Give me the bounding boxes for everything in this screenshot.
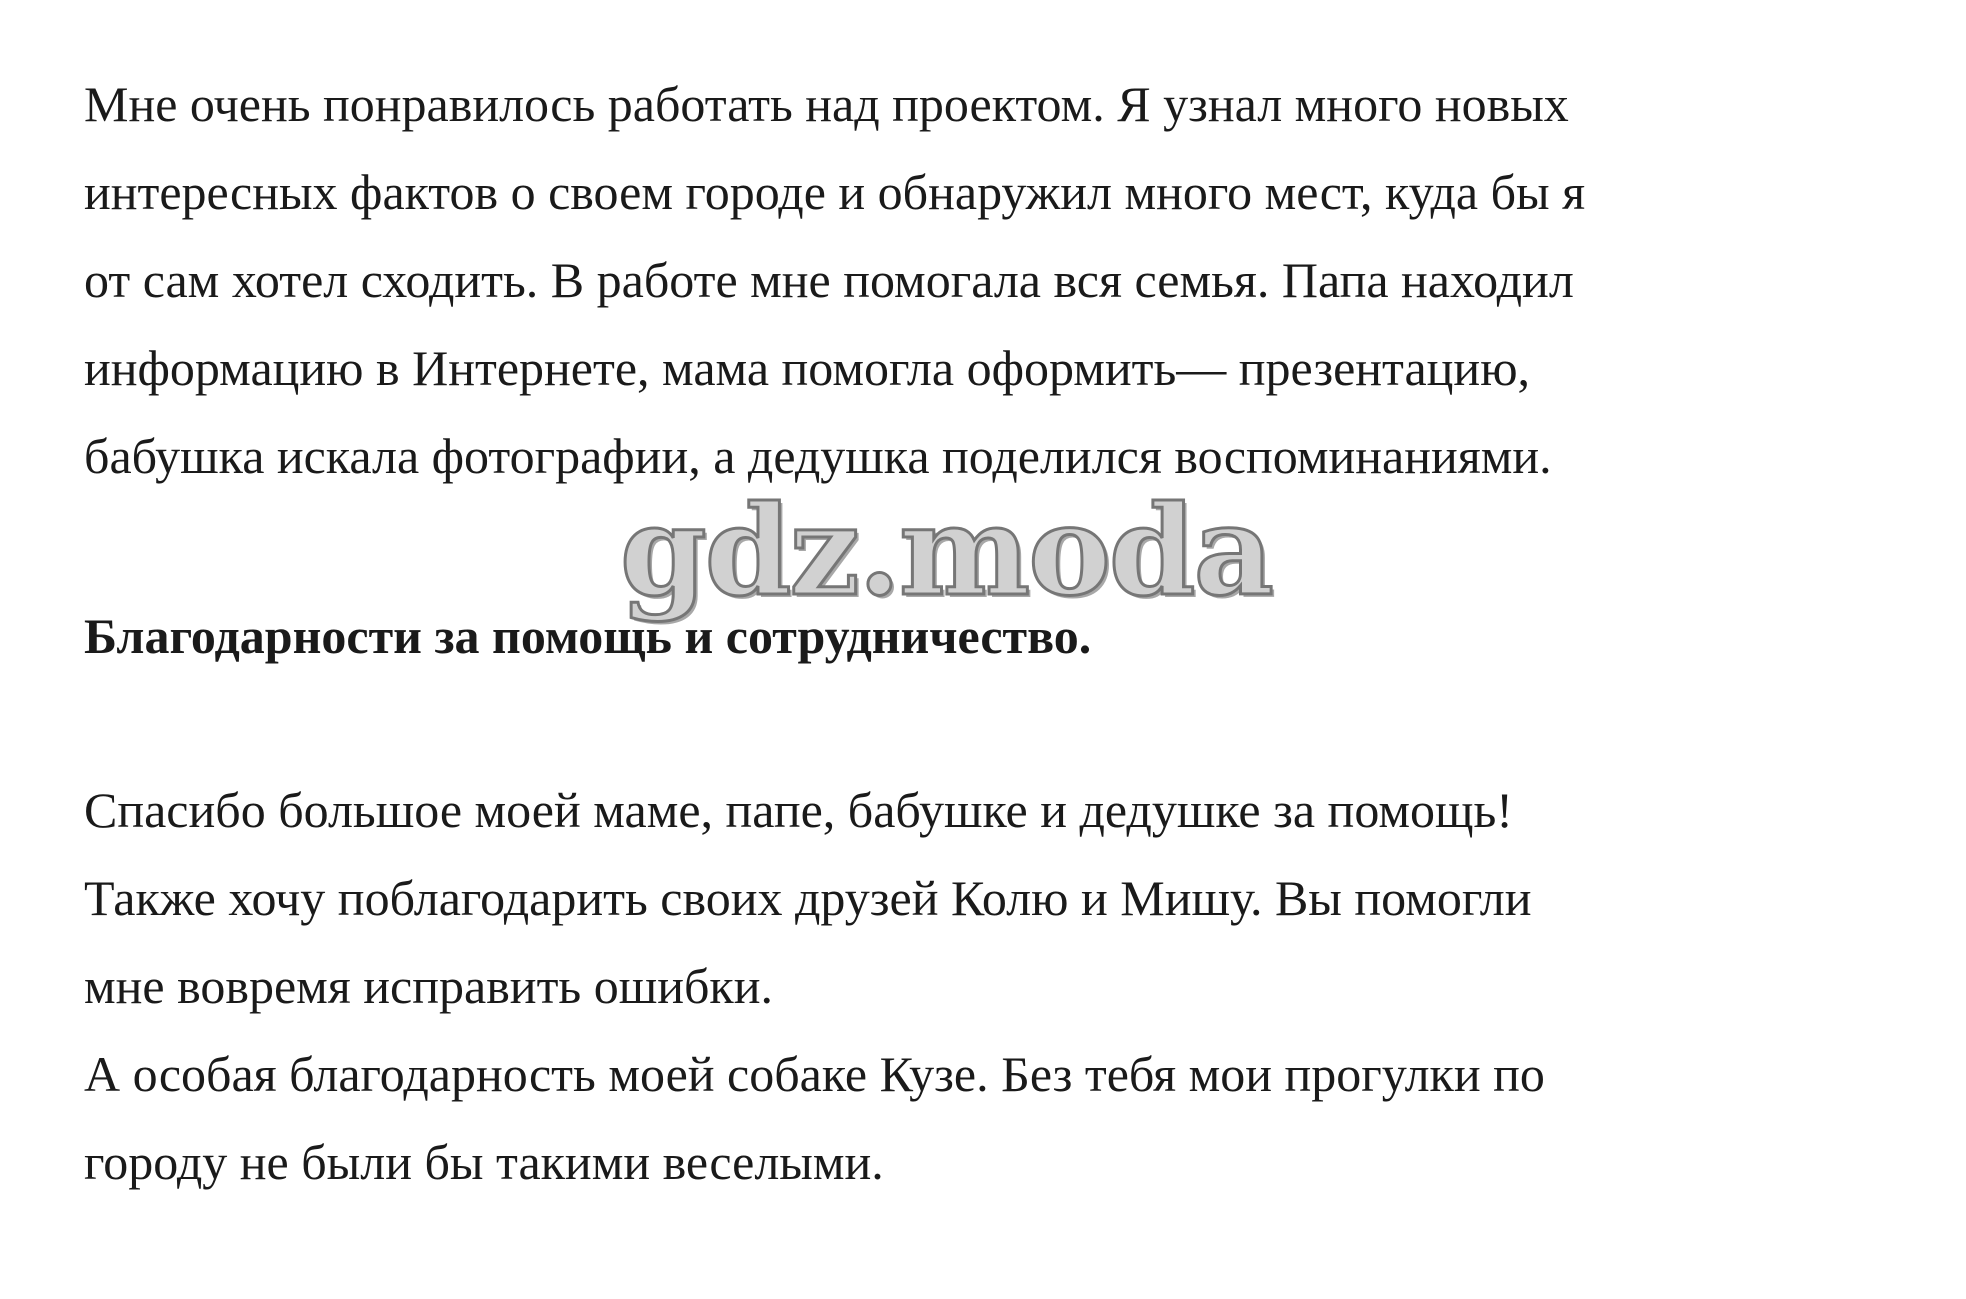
watermark-logo: gdz.moda <box>620 479 1272 624</box>
text-line: городу не были бы такими веселыми. <box>84 1134 884 1190</box>
text-line: мне вовремя исправить ошибки. <box>84 958 773 1014</box>
project-reflection-paragraph <box>84 60 1904 500</box>
text-line: А особая благодарность моей собаке Кузе. Без тебя мои прогулки по <box>84 1046 1545 1102</box>
acknowledgements-paragraph <box>84 766 1904 1206</box>
text-line: интересных фактов о своем городе и обнаружил много мест, куда бы я <box>84 164 1586 220</box>
text-line: бабушка искала фотографии, а дедушка поделился воспоминаниями. <box>84 428 1552 484</box>
text-line: информацию в Интернете, мама помогла оформить— презентацию, <box>84 340 1531 396</box>
text-line: Спасибо большое моей маме, папе, бабушке и дедушке за помощь! <box>84 782 1513 838</box>
text-line: Мне очень понравилось работать над проектом. Я узнал много новых <box>84 76 1569 132</box>
text-line: Также хочу поблагодарить своих друзей Колю и Мишу. Вы помогли <box>84 870 1532 926</box>
acknowledgements-heading: Благодарности за помощь и сотрудничество. <box>84 608 1092 664</box>
text-line: от сам хотел сходить. В работе мне помогала вся семья. Папа находил <box>84 252 1574 308</box>
